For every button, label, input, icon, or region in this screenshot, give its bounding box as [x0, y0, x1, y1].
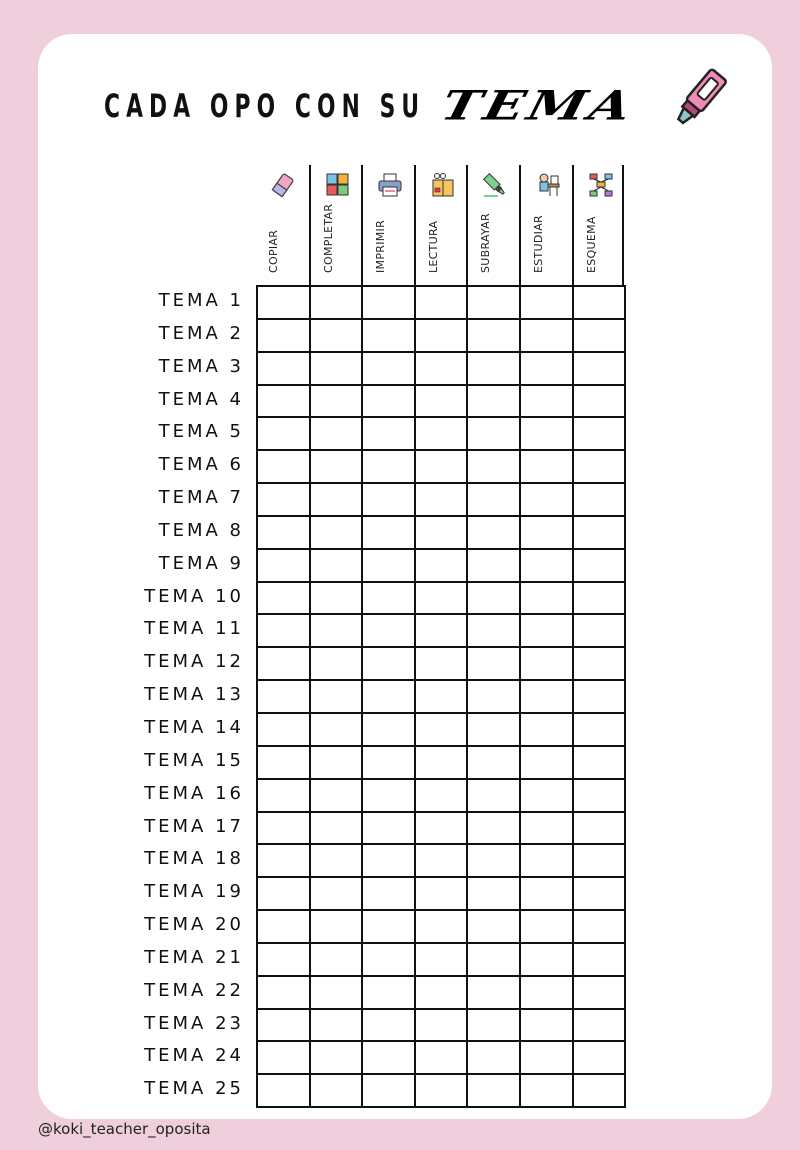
checkbox-cell[interactable]: [467, 417, 520, 450]
checkbox-cell[interactable]: [573, 549, 626, 582]
checkbox-cell[interactable]: [520, 549, 573, 582]
checkbox-cell[interactable]: [467, 812, 520, 845]
checkbox-cell[interactable]: [467, 450, 520, 483]
row-label: TEMA 24: [144, 1045, 244, 1067]
column-headers: [256, 165, 624, 285]
table-row: [257, 582, 625, 615]
checkbox-cell[interactable]: [257, 943, 310, 976]
column-header-subrayar: [466, 165, 519, 285]
checkbox-cell[interactable]: [310, 549, 363, 582]
checkbox-cell[interactable]: [520, 582, 573, 615]
checkbox-cell[interactable]: [415, 385, 468, 418]
checklist-grid: [256, 285, 626, 1108]
checkbox-cell[interactable]: [520, 812, 573, 845]
checkbox-cell[interactable]: [257, 549, 310, 582]
checkbox-cell[interactable]: [520, 976, 573, 1009]
checkbox-cell[interactable]: [573, 877, 626, 910]
checkbox-cell[interactable]: [415, 680, 468, 713]
checkbox-cell[interactable]: [467, 352, 520, 385]
checkbox-cell[interactable]: [362, 647, 415, 680]
table-row: [257, 450, 625, 483]
checkbox-cell[interactable]: [467, 385, 520, 418]
checkbox-cell[interactable]: [467, 746, 520, 779]
table-row: [257, 352, 625, 385]
row-label: TEMA 14: [144, 716, 244, 738]
checkbox-cell[interactable]: [362, 385, 415, 418]
row-label: TEMA 25: [144, 1078, 244, 1100]
checkbox-cell[interactable]: [362, 779, 415, 812]
table-row: [257, 614, 625, 647]
checkbox-cell[interactable]: [573, 680, 626, 713]
table-row: [257, 877, 625, 910]
checkbox-cell[interactable]: [310, 844, 363, 877]
checkbox-cell[interactable]: [520, 746, 573, 779]
checkbox-cell[interactable]: [415, 549, 468, 582]
checkbox-cell[interactable]: [573, 614, 626, 647]
checkbox-cell[interactable]: [257, 680, 310, 713]
checkbox-cell[interactable]: [257, 812, 310, 845]
row-label: TEMA 10: [144, 585, 244, 607]
checkbox-cell[interactable]: [520, 1009, 573, 1042]
checkbox-cell[interactable]: [467, 1041, 520, 1074]
checkbox-cell[interactable]: [257, 647, 310, 680]
row-label: TEMA 8: [158, 519, 244, 541]
highlighter-icon: [668, 66, 732, 130]
checkbox-cell[interactable]: [467, 779, 520, 812]
row-label: TEMA 22: [144, 979, 244, 1001]
checkbox-cell[interactable]: [310, 910, 363, 943]
table-row: [257, 647, 625, 680]
student-desk-icon: [535, 172, 561, 198]
table-row: [257, 385, 625, 418]
row-label: TEMA 1: [158, 290, 244, 311]
checkbox-cell[interactable]: [467, 910, 520, 943]
checkbox-cell[interactable]: [415, 1009, 468, 1042]
row-label: TEMA 18: [144, 848, 244, 870]
checkbox-cell[interactable]: [467, 976, 520, 1009]
checkbox-cell[interactable]: [467, 319, 520, 352]
checkbox-cell[interactable]: [415, 614, 468, 647]
checkbox-cell[interactable]: [310, 319, 363, 352]
page-title: [104, 78, 641, 134]
checkbox-cell[interactable]: [362, 1041, 415, 1074]
checkbox-cell[interactable]: [257, 483, 310, 516]
checkbox-cell[interactable]: [362, 877, 415, 910]
checkbox-cell[interactable]: [257, 746, 310, 779]
checkbox-cell[interactable]: [573, 1041, 626, 1074]
checkbox-cell[interactable]: [257, 877, 310, 910]
checkbox-cell[interactable]: [573, 286, 626, 319]
checkbox-cell[interactable]: [573, 352, 626, 385]
column-label: SUBRAYAR: [479, 213, 493, 273]
checkbox-cell[interactable]: [573, 450, 626, 483]
checkbox-cell[interactable]: [520, 910, 573, 943]
column-label: LECTURA: [426, 220, 440, 273]
checkbox-cell[interactable]: [257, 582, 310, 615]
checkbox-cell[interactable]: [467, 549, 520, 582]
checkbox-cell[interactable]: [310, 779, 363, 812]
column-label: COPIAR: [267, 229, 280, 273]
checkbox-cell[interactable]: [467, 943, 520, 976]
table-row: [257, 319, 625, 352]
checkbox-cell[interactable]: [520, 713, 573, 746]
checkbox-cell[interactable]: [573, 844, 626, 877]
checkbox-cell[interactable]: [362, 943, 415, 976]
column-header-estudiar: [519, 165, 572, 285]
checkbox-cell[interactable]: [520, 319, 573, 352]
highlighter-icon: [482, 172, 508, 198]
checkbox-cell[interactable]: [467, 647, 520, 680]
checkbox-cell[interactable]: [362, 844, 415, 877]
row-label: TEMA 12: [144, 651, 244, 673]
checkbox-cell[interactable]: [362, 319, 415, 352]
checkbox-cell[interactable]: [573, 976, 626, 1009]
table-row: [257, 943, 625, 976]
checkbox-cell[interactable]: [362, 450, 415, 483]
checkbox-cell[interactable]: [573, 483, 626, 516]
checkbox-cell[interactable]: [573, 713, 626, 746]
table-row: [257, 976, 625, 1009]
checkbox-cell[interactable]: [310, 877, 363, 910]
checkbox-cell[interactable]: [257, 910, 310, 943]
table-row: [257, 483, 625, 516]
checkbox-cell[interactable]: [573, 516, 626, 549]
row-labels: [100, 285, 246, 1106]
checkbox-cell[interactable]: [520, 385, 573, 418]
checkbox-cell[interactable]: [415, 647, 468, 680]
diagram-icon: [588, 172, 614, 198]
column-header-imprimir: [361, 165, 414, 285]
table-row: [257, 713, 625, 746]
checkbox-cell[interactable]: [573, 812, 626, 845]
checkbox-cell[interactable]: [310, 746, 363, 779]
checkbox-cell[interactable]: [520, 877, 573, 910]
table-row: [257, 549, 625, 582]
checkbox-cell[interactable]: [362, 680, 415, 713]
checkbox-cell[interactable]: [467, 680, 520, 713]
checkbox-cell[interactable]: [415, 417, 468, 450]
checkbox-cell[interactable]: [573, 417, 626, 450]
checkbox-cell[interactable]: [362, 516, 415, 549]
puzzle-icon: [325, 172, 351, 198]
checkbox-cell[interactable]: [362, 1009, 415, 1042]
checkbox-cell[interactable]: [362, 417, 415, 450]
checkbox-cell[interactable]: [573, 746, 626, 779]
checkbox-cell[interactable]: [520, 1074, 573, 1107]
checkbox-cell[interactable]: [467, 713, 520, 746]
checkbox-cell[interactable]: [415, 582, 468, 615]
checkbox-cell[interactable]: [573, 943, 626, 976]
row-label: TEMA 23: [144, 1012, 244, 1034]
column-label: COMPLETAR: [321, 203, 335, 273]
checkbox-cell[interactable]: [362, 286, 415, 319]
checkbox-cell[interactable]: [310, 516, 363, 549]
checkbox-cell[interactable]: [467, 516, 520, 549]
checkbox-cell[interactable]: [467, 877, 520, 910]
row-label: TEMA 11: [144, 618, 244, 640]
table-row: [257, 1074, 625, 1107]
checkbox-cell[interactable]: [310, 385, 363, 418]
table-row: [257, 746, 625, 779]
checkbox-cell[interactable]: [415, 319, 468, 352]
checkbox-cell[interactable]: [415, 516, 468, 549]
row-label: TEMA 7: [158, 487, 244, 509]
checkbox-cell[interactable]: [310, 417, 363, 450]
checkbox-cell[interactable]: [467, 582, 520, 615]
row-label: TEMA 4: [158, 388, 244, 410]
checkbox-cell[interactable]: [467, 483, 520, 516]
checkbox-cell[interactable]: [310, 352, 363, 385]
checkbox-cell[interactable]: [573, 779, 626, 812]
table-row: [257, 680, 625, 713]
checkbox-cell[interactable]: [467, 844, 520, 877]
checkbox-cell[interactable]: [257, 417, 310, 450]
checkbox-cell[interactable]: [362, 713, 415, 746]
row-label: TEMA 19: [144, 881, 244, 903]
checkbox-cell[interactable]: [573, 385, 626, 418]
checkbox-cell[interactable]: [415, 713, 468, 746]
checkbox-cell[interactable]: [520, 680, 573, 713]
column-header-copiar: [256, 165, 309, 285]
checkbox-cell[interactable]: [520, 647, 573, 680]
checkbox-cell[interactable]: [415, 352, 468, 385]
checkbox-cell[interactable]: [415, 976, 468, 1009]
checkbox-cell[interactable]: [573, 647, 626, 680]
checkbox-cell[interactable]: [362, 614, 415, 647]
row-label: TEMA 3: [158, 355, 244, 377]
checkbox-cell[interactable]: [415, 812, 468, 845]
checkbox-cell[interactable]: [257, 516, 310, 549]
table-row: [257, 1041, 625, 1074]
column-header-esquema: [572, 165, 625, 285]
checkbox-cell[interactable]: [310, 1009, 363, 1042]
title-accent: TEMA: [436, 81, 641, 130]
checkbox-cell[interactable]: [520, 516, 573, 549]
checkbox-cell[interactable]: [362, 746, 415, 779]
checkbox-cell[interactable]: [257, 385, 310, 418]
table-row: [257, 844, 625, 877]
table-row: [257, 417, 625, 450]
checkbox-cell[interactable]: [257, 1041, 310, 1074]
printer-icon: [377, 172, 403, 198]
table-row: [257, 910, 625, 943]
checkbox-cell[interactable]: [467, 614, 520, 647]
checkbox-cell[interactable]: [415, 910, 468, 943]
checkbox-cell[interactable]: [520, 943, 573, 976]
checkbox-cell[interactable]: [310, 680, 363, 713]
checkbox-cell[interactable]: [415, 483, 468, 516]
column-label: IMPRIMIR: [374, 219, 388, 273]
checkbox-cell[interactable]: [573, 582, 626, 615]
checkbox-cell[interactable]: [310, 483, 363, 516]
table-row: [257, 1009, 625, 1042]
column-label: ESTUDIAR: [531, 215, 545, 273]
checkbox-cell[interactable]: [362, 1074, 415, 1107]
row-label: TEMA 9: [158, 552, 244, 574]
eraser-icon: [270, 172, 296, 198]
checkbox-cell[interactable]: [310, 943, 363, 976]
checkbox-cell[interactable]: [520, 779, 573, 812]
checkbox-cell[interactable]: [362, 549, 415, 582]
checkbox-cell[interactable]: [310, 647, 363, 680]
book-icon: [430, 172, 456, 198]
checkbox-cell[interactable]: [520, 1041, 573, 1074]
checkbox-cell[interactable]: [573, 910, 626, 943]
checkbox-cell[interactable]: [520, 417, 573, 450]
title-main: CADA OPO CON SU: [104, 87, 426, 125]
checkbox-cell[interactable]: [520, 450, 573, 483]
checkbox-cell[interactable]: [520, 483, 573, 516]
checkbox-cell[interactable]: [520, 614, 573, 647]
checkbox-cell[interactable]: [310, 582, 363, 615]
checkbox-cell[interactable]: [467, 1074, 520, 1107]
checkbox-cell[interactable]: [415, 877, 468, 910]
checkbox-cell[interactable]: [467, 1009, 520, 1042]
checkbox-cell[interactable]: [257, 1009, 310, 1042]
row-label: TEMA 16: [144, 782, 244, 804]
checkbox-cell[interactable]: [467, 286, 520, 319]
table-row: [257, 779, 625, 812]
checkbox-cell[interactable]: [573, 319, 626, 352]
row-label: TEMA 13: [144, 684, 244, 706]
column-header-lectura: [414, 165, 467, 285]
row-label: TEMA 2: [158, 322, 244, 344]
checkbox-cell[interactable]: [520, 286, 573, 319]
checkbox-cell[interactable]: [415, 1074, 468, 1107]
checkbox-cell[interactable]: [310, 1074, 363, 1107]
checkbox-cell[interactable]: [257, 779, 310, 812]
checkbox-cell[interactable]: [362, 812, 415, 845]
checkbox-cell[interactable]: [257, 614, 310, 647]
checkbox-cell[interactable]: [310, 614, 363, 647]
checkbox-cell[interactable]: [415, 286, 468, 319]
checkbox-cell[interactable]: [362, 976, 415, 1009]
checkbox-cell[interactable]: [257, 713, 310, 746]
checkbox-cell[interactable]: [573, 1074, 626, 1107]
checkbox-cell[interactable]: [257, 844, 310, 877]
checkbox-cell[interactable]: [415, 943, 468, 976]
table-row: [257, 812, 625, 845]
checkbox-cell[interactable]: [520, 844, 573, 877]
checkbox-cell[interactable]: [257, 450, 310, 483]
checkbox-cell[interactable]: [257, 319, 310, 352]
row-label: TEMA 21: [144, 946, 244, 968]
checkbox-cell[interactable]: [310, 450, 363, 483]
checkbox-cell[interactable]: [310, 713, 363, 746]
checkbox-cell[interactable]: [415, 450, 468, 483]
row-label: TEMA 15: [144, 749, 244, 771]
checkbox-cell[interactable]: [310, 1041, 363, 1074]
checkbox-cell[interactable]: [520, 352, 573, 385]
row-label: TEMA 20: [144, 914, 244, 936]
table-row: [257, 516, 625, 549]
checkbox-cell[interactable]: [415, 779, 468, 812]
checkbox-cell[interactable]: [415, 844, 468, 877]
checkbox-cell[interactable]: [257, 976, 310, 1009]
checkbox-cell[interactable]: [362, 352, 415, 385]
checkbox-cell[interactable]: [310, 286, 363, 319]
checkbox-cell[interactable]: [415, 1041, 468, 1074]
checkbox-cell[interactable]: [362, 582, 415, 615]
checkbox-cell[interactable]: [362, 910, 415, 943]
checkbox-cell[interactable]: [257, 1074, 310, 1107]
checkbox-cell[interactable]: [310, 812, 363, 845]
checkbox-cell[interactable]: [415, 746, 468, 779]
row-label: TEMA 6: [158, 454, 244, 476]
author-handle: @koki_teacher_oposita: [38, 1120, 211, 1138]
checkbox-cell[interactable]: [257, 286, 310, 319]
column-header-completar: [309, 165, 362, 285]
row-label: TEMA 17: [144, 815, 244, 837]
column-label: ESQUEMA: [584, 216, 598, 273]
checkbox-cell[interactable]: [362, 483, 415, 516]
checkbox-cell[interactable]: [257, 352, 310, 385]
table-row: [257, 286, 625, 319]
checkbox-cell[interactable]: [573, 1009, 626, 1042]
row-label: TEMA 5: [158, 421, 244, 443]
checkbox-cell[interactable]: [310, 976, 363, 1009]
